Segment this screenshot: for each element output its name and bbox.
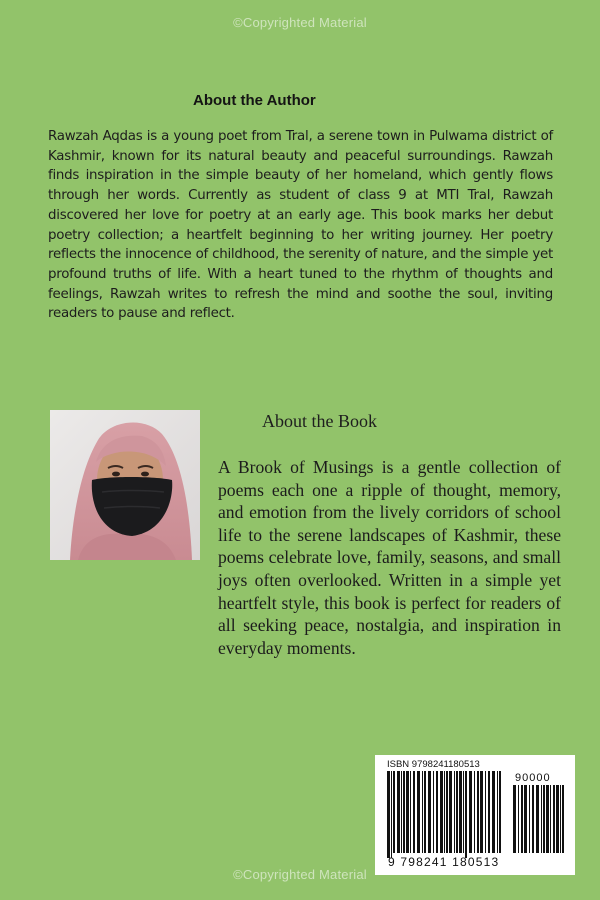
barcode-bar bbox=[410, 771, 411, 853]
barcode-bar bbox=[449, 771, 452, 853]
author-portrait-image bbox=[50, 410, 200, 560]
barcode-bar bbox=[477, 771, 479, 853]
copyright-watermark-top: ©Copyrighted Material bbox=[233, 15, 367, 30]
barcode-addon-digits: 90000 bbox=[515, 772, 551, 784]
barcode-bar bbox=[560, 785, 561, 853]
barcode-bar bbox=[521, 785, 523, 853]
barcode-bar bbox=[465, 771, 467, 858]
barcode-bar bbox=[424, 771, 426, 853]
barcode-bar bbox=[513, 785, 516, 853]
barcode-bar bbox=[543, 785, 545, 853]
isbn-label: ISBN 9798241180513 bbox=[387, 759, 480, 770]
barcode-bar bbox=[456, 771, 458, 853]
barcode-bar bbox=[428, 771, 431, 853]
barcode-bar bbox=[440, 771, 443, 853]
barcode-bar bbox=[550, 785, 551, 853]
barcode-bar bbox=[497, 771, 498, 853]
barcode-bar bbox=[417, 771, 420, 853]
barcode-bar bbox=[387, 771, 390, 858]
barcode-bar bbox=[454, 771, 455, 853]
copyright-watermark-bottom: ©Copyrighted Material bbox=[233, 867, 367, 882]
about-book-heading: About the Book bbox=[262, 411, 377, 431]
barcode-bar bbox=[463, 771, 464, 853]
author-bio: Rawzah Aqdas is a young poet from Tral, a serene town in Pulwama district of Kashmir, known for its natural beauty and peaceful surroundings. Rawzah finds inspiration in the simple beauty of her homeland, which gently flows through her words. Currently as student of class 9 at MTI Tral, Rawzah discovered her love for poetry at an early age. This book marks her debut poetry collection; a heartfelt beginning to her writing journey. Her poetry reflects the innocence of childhood, the serenity of nature, and the simple yet profound truths of life. With a heart tuned to the rhythm of thoughts and feelings, Rawzah writes to refresh the mind and soothe the soul, inviting readers to pause and reflect. bbox=[48, 129, 553, 322]
barcode-bar bbox=[444, 771, 445, 853]
barcode-bar bbox=[532, 785, 534, 853]
barcode-bar bbox=[469, 771, 472, 853]
barcode-bar bbox=[541, 785, 542, 853]
barcode-bar bbox=[492, 771, 495, 853]
isbn-barcode bbox=[375, 755, 575, 875]
author-photo bbox=[50, 410, 200, 560]
barcode-bar bbox=[403, 771, 405, 853]
about-author-heading: About the Author bbox=[193, 92, 316, 109]
barcode-bar bbox=[474, 771, 475, 853]
barcode-bar bbox=[413, 771, 415, 853]
barcode-bar bbox=[446, 771, 448, 853]
barcode-digits: 9 798241 180513 bbox=[388, 855, 500, 869]
book-description: A Brook of Musings is a gentle collection of poems each one a ripple of thought, memory, and emotion from the lively corridors of school life to the serene landscapes of Kashmir, these poems celebrate love, family, seasons, and small joys often overlooked. Written in a simple yet heartfelt style, this book is perfect for readers of all seeking peace, nostalgia, and inspiration in everyday moments. bbox=[218, 457, 561, 658]
barcode-bar bbox=[546, 785, 549, 853]
barcode-bar bbox=[459, 771, 462, 853]
barcode-bar bbox=[499, 771, 501, 853]
barcode-bar bbox=[536, 785, 539, 853]
barcode-bar bbox=[524, 785, 527, 853]
barcode-bar bbox=[401, 771, 402, 853]
barcode-bar bbox=[393, 771, 395, 853]
barcode-bar bbox=[406, 771, 409, 853]
barcode-bar bbox=[436, 771, 438, 853]
barcode-bar bbox=[518, 785, 519, 853]
barcode-bar bbox=[529, 785, 530, 853]
barcode-bar bbox=[391, 771, 392, 858]
barcode-bar bbox=[488, 771, 490, 853]
barcode-bar bbox=[562, 785, 564, 853]
barcode-bar bbox=[422, 771, 423, 853]
barcode-bar bbox=[433, 771, 434, 853]
barcode-bar bbox=[556, 785, 559, 853]
barcode-bar bbox=[397, 771, 400, 853]
barcode-bar bbox=[485, 771, 486, 853]
barcode-bar bbox=[553, 785, 555, 853]
barcode-bar bbox=[480, 771, 483, 853]
